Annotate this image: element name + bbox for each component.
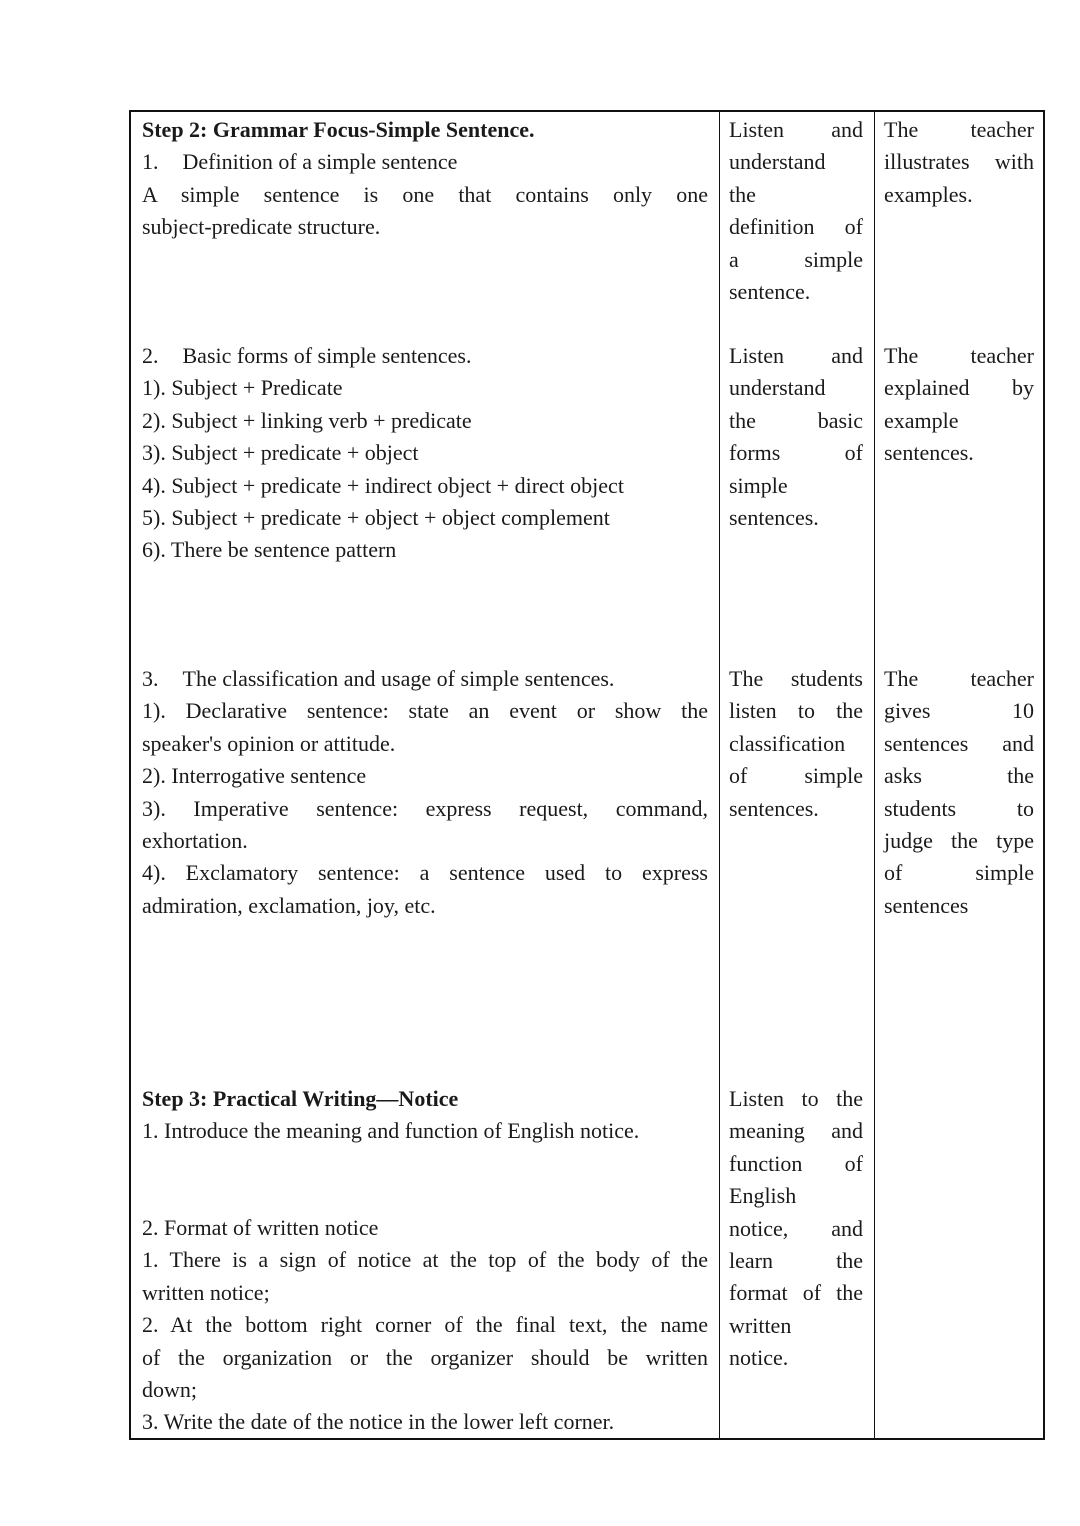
sec1-student-line: the [729,181,756,207]
column-divider-1 [719,112,720,1438]
step2-heading: Step 2: Grammar Focus-Simple Sentence. [142,117,535,142]
sec3-line: 2). Interrogative sentence [142,763,367,789]
step3-format-line: 1. There is a sign of notice at the top of the body of the [142,1247,708,1273]
sec2-item: 4). Subject + predicate + indirect object + direct object [142,472,624,498]
step3-student-line: function of [729,1150,863,1176]
sec2-student-line: Listen and [729,343,863,368]
step3-format-content [142,1212,708,1439]
step3-student-line: format of the [729,1280,863,1306]
step3-heading: Step 3: Practical Writing—Notice [142,1086,459,1111]
sec2-item: 5). Subject + predicate + object + object complement [142,505,610,531]
sec1-teacher-line: illustrates with [884,149,1034,175]
sec2-item: 6). There be sentence pattern [142,537,397,563]
sec3-line: 1). Declarative sentence: state an event or show the [142,698,708,724]
step3-intro: 1. Introduce the meaning and function of English notice. [142,1118,640,1144]
step3-format-line: down; [142,1377,197,1403]
step3-format-line: 2. At the bottom right corner of the final text, the name [142,1312,708,1338]
sec3-teacher-line: students to [884,795,1034,821]
sec3-student-line: listen to the [729,698,863,724]
step2-section1-content [142,114,708,244]
sec3-student-line: classification [729,730,846,756]
sec3-teacher-line: sentences [884,892,969,918]
sec2-teacher-line: example [884,407,959,433]
sec3-student-line: of simple [729,763,863,789]
sec2-student-line: sentences. [729,505,819,531]
step3-student-line: notice. [729,1345,789,1371]
sec2-teacher-line: explained by [884,375,1034,401]
step2-section2-content [142,340,708,567]
sec3-student-line: The students [729,666,863,691]
sec1-student-line: understand [729,149,826,175]
sec1-student-line: a simple [729,246,863,272]
sec1-student-line: sentence. [729,279,811,305]
sec1-student-line: Listen and [729,117,863,142]
sec2-teacher-activity [884,340,1034,470]
sec3-teacher-line: judge the type [884,828,1034,854]
step3-intro-content [142,1083,708,1148]
step3-student-line: learn the [729,1248,863,1274]
sec3-student-activity [729,663,863,825]
sec1-student-activity [729,114,863,308]
step3-student-line: meaning and [729,1118,863,1144]
sec2-student-line: the basic [729,407,863,433]
sec2-item: 3). Subject + predicate + object [142,440,419,466]
sec3-line: admiration, exclamation, joy, etc. [142,892,436,918]
sec3-teacher-line: asks the [884,763,1034,789]
step2-section3-content [142,663,708,922]
step3-student-line: Listen to the [729,1086,863,1111]
sec2-item: 2). Subject + linking verb + predicate [142,407,472,433]
sec3-line: 3). Imperative sentence: express request, command, [142,795,708,821]
step3-format-line: 3. Write the date of the notice in the lower left corner. [142,1409,615,1435]
step3-student-line: notice, and [729,1215,863,1241]
column-divider-2 [874,112,875,1438]
sec1-teacher-activity [884,114,1034,211]
sec3-title: 3. The classification and usage of simple sentences. [142,666,615,691]
sec1-student-line: definition of [729,214,863,240]
sec2-item: 1). Subject + Predicate [142,375,343,401]
sec3-teacher-line: gives 10 [884,698,1034,724]
sec2-student-line: understand [729,375,826,401]
step3-student-line: English [729,1183,797,1209]
sec2-student-activity [729,340,863,534]
sec1-definition-line2: subject-predicate structure. [142,214,381,240]
sec3-line: 4). Exclamatory sentence: a sentence used to express [142,860,708,886]
sec2-student-line: forms of [729,440,863,466]
sec1-definition-line1: A simple sentence is one that contains only one [142,181,708,207]
sec1-teacher-line: The teacher [884,117,1034,142]
sec3-student-line: sentences. [729,795,819,821]
step3-format-line: written notice; [142,1279,270,1305]
sec3-teacher-line: sentences and [884,730,1034,756]
sec3-line: speaker's opinion or attitude. [142,730,396,756]
sec3-teacher-line: The teacher [884,666,1034,691]
sec3-teacher-activity [884,663,1034,922]
sec2-student-line: simple [729,472,788,498]
sec3-line: exhortation. [142,828,248,854]
step3-student-line: written [729,1312,792,1338]
lesson-plan-table [129,110,1045,1440]
sec2-title: 2. Basic forms of simple sentences. [142,343,472,368]
sec2-teacher-line: sentences. [884,440,974,466]
step3-format-title: 2. Format of written notice [142,1215,379,1240]
sec2-teacher-line: The teacher [884,343,1034,368]
sec1-title: 1. Definition of a simple sentence [142,149,458,175]
step3-student-activity [729,1083,863,1375]
sec3-teacher-line: of simple [884,860,1034,886]
step3-format-line: of the organization or the organizer should be written [142,1344,708,1370]
sec1-teacher-line: examples. [884,181,973,207]
